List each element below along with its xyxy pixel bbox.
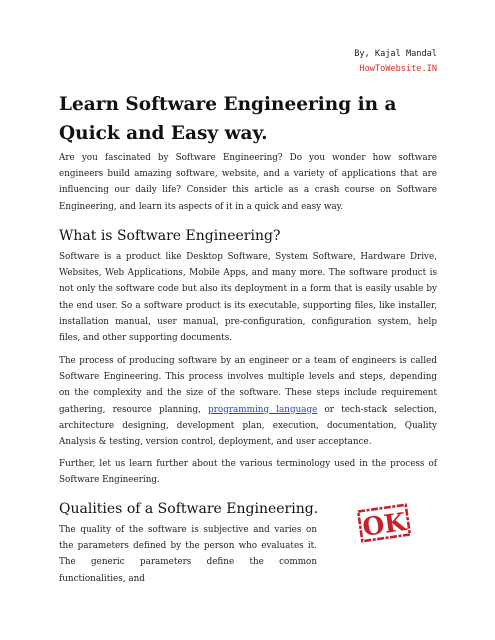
paragraph-software-definition: Software is a product like Desktop Software, System Software, Hardware Drive, Websites, Web Applications, Mobile Apps, and many more. The software product is not only the software code but also its deployment in a form that is easily usable by the end user. So a software product is its executable, supporting files, like installer, installation manual, user manual, pre-configuration, configuration system, help files, and other supporting documents. [59,252,437,344]
section-heading-what-is: What is Software Engineering? [59,228,281,244]
site-name: HowToWebsite.IN [359,64,437,74]
paragraph-further: Further, let us learn further about the various terminology used in the process of Software Engineering. [59,459,437,486]
ok-stamp-text: OK [360,507,408,542]
article-title: Learn Software Engineering in a Quick and Easy way. [59,94,397,144]
programming-language-link[interactable]: programming language [208,404,318,415]
byline [354,47,437,77]
paragraph-process-text-2: or tech-stack selection, architecture designing, development plan, execution, documentation, Quality Analysis & testing, version control, deployment, and user acceptance. [59,404,437,448]
paragraph-quality: The quality of the software is subjective and varies on the parameters defined by the person who evaluates it. The generic parameters define the common functionalities, and [59,525,317,584]
paragraph-process-text-1: The process of producing software by an engineer or a team of engineers is called Software Engineering. This process involves multiple levels and steps, depending on the complexity and the size of the software. These steps include requirement gathering, resource planning, [59,356,437,415]
section-heading-qualities: Qualities of a Software Engineering. [59,501,319,517]
intro-paragraph: Are you fascinated by Software Engineering? Do you wonder how software engineers build amazing software, website, and a variety of applications that are influencing our daily life? Consider this article as a crash course on Software Engineering, and learn its aspects of it in a quick and easy way. [59,153,437,212]
author-name: By, Kajal Mandal [354,49,437,59]
ok-stamp-icon [356,503,412,543]
paragraph-process [59,353,437,450]
